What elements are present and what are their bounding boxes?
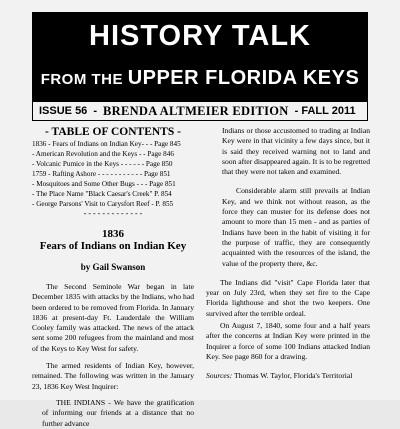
left-column	[32, 126, 194, 429]
toc-item: 1836 - Fears of Indians on Indian Key- - - Page 845	[32, 140, 181, 148]
toc-end-rule: - - - - - - - - - - - - -	[83, 209, 143, 218]
issue-dash: -	[93, 105, 97, 117]
toc-item: 1759 - Rafting Ashore - - - - - - - - - - - Page 851	[32, 170, 171, 178]
subtitle-prefix: FROM THE	[40, 71, 128, 88]
masthead	[32, 12, 368, 102]
sources-text: Thomas W. Taylor, Florida's Territorial	[232, 371, 353, 381]
article-year: 1836	[102, 228, 124, 240]
article-title: Fears of Indians on Indian Key	[39, 240, 187, 252]
quote-continued: Indians or those accustomed to trading at Indian Key were in that vicinity a few days since, but it is said they received warning not to land and soon after disappeared again. It is to be regretted that they were not taken and examined.	[222, 126, 370, 177]
issue-season: - FALL 2011	[294, 105, 356, 117]
quote-continued: Considerable alarm still prevails at Indian Key, and we think not without reason, as the force they can muster for its defense does not amount to more than 15 men - and as parties of Indians have been in the habit of visiting it for the purpose of traffic, they are consequently acquainted with the resources of the island, the value of the property there, &c.	[222, 186, 370, 268]
toc-title: - TABLE OF CONTENTS -	[45, 126, 181, 138]
newsletter-title: HISTORY TALK	[89, 20, 311, 52]
toc-item: - American Revolution and the Keys - - Page 846	[32, 150, 174, 158]
issue-number: ISSUE 56	[39, 105, 88, 117]
subtitle-main: UPPER FLORIDA KEYS	[127, 67, 360, 89]
edition-name: BRENDA ALTMEIER EDITION	[102, 103, 289, 118]
article-quote: THE INDIANS - We have the gratification of informing our friends at a distance that no further advance	[42, 397, 194, 428]
toc-item: - George Parsons' Visit to Carysfort Reef - P. 855	[32, 200, 174, 208]
article-paragraph: The Second Seminole War began in late December 1835 with attacks by the Indians, who had been ordered to be removed from Florida. In January 1836 at present-day Ft. Lauderdale the William Cooley family was attacked. The news of the attack sent some 200 refugees from the mainland and most of the Keys to Key West for safety.	[32, 282, 194, 353]
right-column	[206, 126, 370, 382]
article-paragraph: The Indians did "visit" Cape Florida later that year on July 23rd, when they set fire to the Cape Florida lighthouse and shot the two keepers. One survived after the terrible ordeal.	[206, 277, 370, 318]
toc-item: - The Place Name "Black Caesar's Creek" P. 854	[32, 190, 172, 198]
newsletter-subtitle	[32, 66, 368, 92]
toc-item: - Mosquitoes and Some Other Bugs - - - Page 851	[32, 180, 176, 188]
article-byline: by Gail Swanson	[80, 262, 146, 272]
toc-item: - Volcanic Pumice in the Keys - - - - - - Page 850	[32, 160, 173, 168]
toc-list	[32, 139, 194, 209]
article-paragraph: On August 7, 1840, some four and a half years after the concerns at Indian Key were printed in the Inquirer a force of some 100 Indians attacked Indian Key. See page 860 for a drawing.	[206, 321, 370, 361]
sources-label: Sources:	[206, 371, 233, 381]
article-sources	[206, 371, 370, 381]
article-paragraph: The armed residents of Indian Key, however, remained. The following was written in the January 23, 1836 Key West Inquirer:	[32, 361, 194, 391]
issue-bar	[32, 101, 368, 121]
